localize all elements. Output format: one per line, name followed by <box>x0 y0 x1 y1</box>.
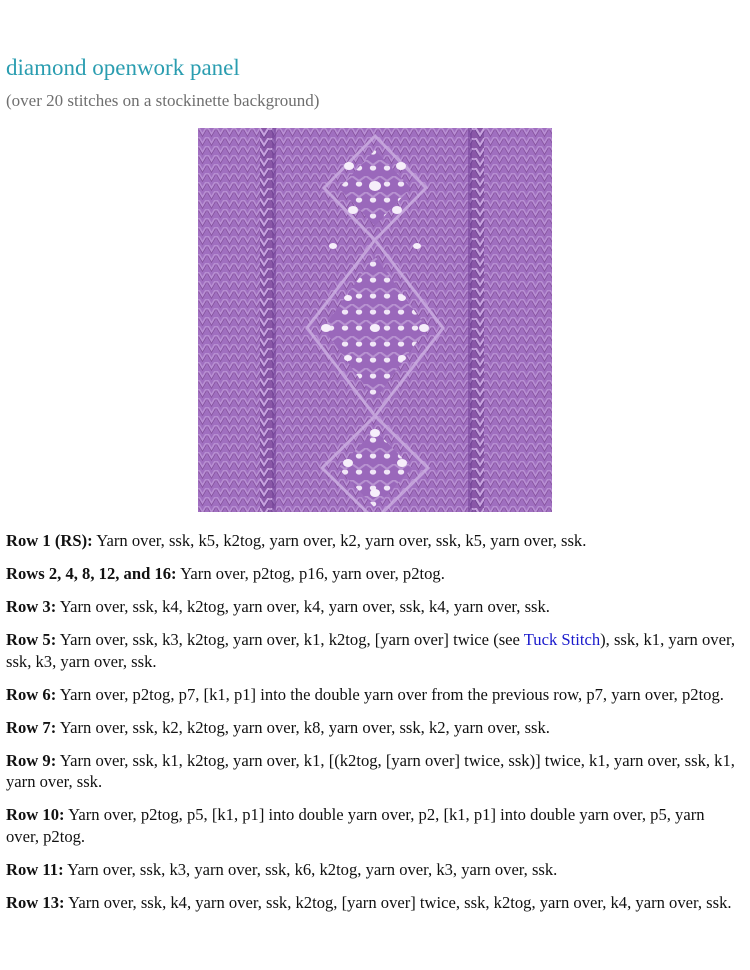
row-instructions: Yarn over, ssk, k3, k2tog, yarn over, k1, k2tog, [yarn over] twice (see <box>56 630 524 649</box>
row-label: Row 11: <box>6 859 64 879</box>
row-11 <box>6 859 740 881</box>
row-label: Row 7: <box>6 717 57 737</box>
row-10 <box>6 804 740 847</box>
row-5 <box>6 629 740 672</box>
row-instructions: Yarn over, ssk, k4, k2tog, yarn over, k4, yarn over, ssk, k4, yarn over, ssk. <box>56 597 550 616</box>
row-instructions: Yarn over, ssk, k5, k2tog, yarn over, k2, yarn over, ssk, k5, yarn over, ssk. <box>92 531 587 550</box>
row-label: Row 3: <box>6 597 57 616</box>
row-13 <box>6 892 740 914</box>
row-label: Row 9: <box>6 750 57 770</box>
row-instructions: Yarn over, p2tog, p7, [k1, p1] into the double yarn over from the previous row, p7, yarn over, p2tog. <box>56 684 724 704</box>
pattern-rows <box>6 530 740 925</box>
row-label: Row 1 (RS): <box>6 531 93 550</box>
row-1 <box>6 530 740 552</box>
row-instructions: Yarn over, p2tog, p16, yarn over, p2tog. <box>176 564 445 583</box>
row-label: Rows 2, 4, 8, 12, and 16: <box>6 564 177 583</box>
row-instructions: Yarn over, ssk, k4, yarn over, ssk, k2tog, [yarn over] twice, ssk, k2tog, yarn over, k4, yarn over, ssk. <box>64 892 732 912</box>
row-instructions: Yarn over, ssk, k2, k2tog, yarn over, k8, yarn over, ssk, k2, yarn over, ssk. <box>56 717 550 737</box>
row-7 <box>6 717 740 739</box>
row-label: Row 6: <box>6 684 57 704</box>
row-9 <box>6 750 740 793</box>
row-label: Row 13: <box>6 892 65 912</box>
page-title: diamond openwork panel <box>6 55 240 80</box>
row-label: Row 10: <box>6 805 65 824</box>
row-6 <box>6 684 740 706</box>
row-instructions: Yarn over, ssk, k3, yarn over, ssk, k6, k2tog, yarn over, k3, yarn over, ssk. <box>63 859 558 879</box>
tuck-stitch-link[interactable]: Tuck Stitch <box>523 630 601 649</box>
row-3 <box>6 596 740 618</box>
row-instructions: Yarn over, ssk, k1, k2tog, yarn over, k1, [(k2tog, [yarn over] twice, ssk)] twice, k1, yarn over, ssk, k1, yarn over, ssk. <box>6 750 735 791</box>
rows-2-4-8-12-16 <box>6 563 740 585</box>
row-instructions-cont: ), ssk, k1, yarn over, ssk, k3, yarn over, ssk. <box>6 630 735 671</box>
knitted-swatch-image <box>198 128 552 512</box>
row-instructions: Yarn over, p2tog, p5, [k1, p1] into double yarn over, p2, [k1, p1] into double yarn over, p5, yarn over, p2tog. <box>6 805 705 846</box>
row-label: Row 5: <box>6 630 57 649</box>
page-subtitle: (over 20 stitches on a stockinette background) <box>6 91 320 110</box>
